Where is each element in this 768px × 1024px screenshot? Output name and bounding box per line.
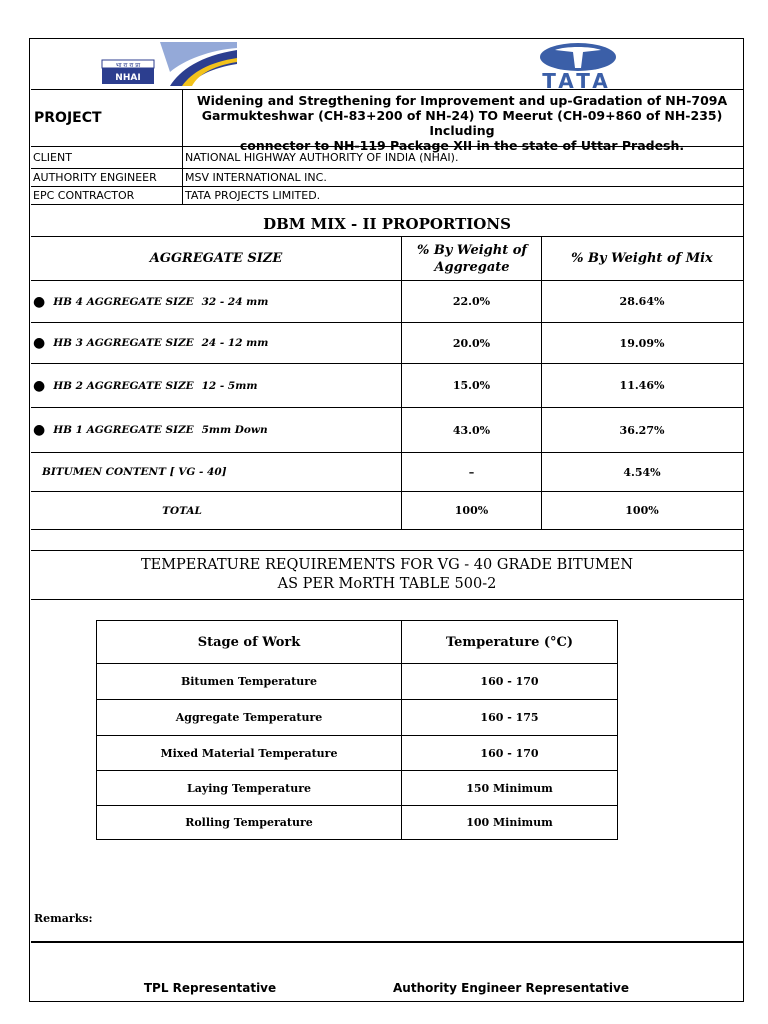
temperature-row-temp: 100 Minimum [466, 816, 553, 829]
mix-row-mix: 19.09% [619, 336, 665, 350]
mix-row-name: HB 1 AGGREGATE SIZE [53, 424, 194, 436]
mix-row-name: HB 4 AGGREGATE SIZE [53, 295, 194, 308]
mix-row-name: HB 2 AGGREGATE SIZE [53, 379, 194, 392]
temperature-row-stage: Aggregate Temperature [175, 711, 323, 724]
bitumen-agg: – [468, 465, 475, 479]
col-weight-aggregate: % By Weight of Aggregate [416, 242, 528, 275]
project-label: PROJECT [34, 110, 102, 126]
svg-text:भा रा रा प्रा: भा रा रा प्रा [115, 62, 141, 69]
mix-row-agg: 20.0% [452, 336, 491, 350]
temperature-row-temp: 160 - 170 [480, 746, 539, 760]
mix-row-hb4 [33, 281, 399, 322]
epc-contractor-label: EPC CONTRACTOR [33, 188, 135, 202]
project-title-line-1: Widening and Stregthening for Improvement and up-Gradation of NH-709A [196, 93, 728, 108]
temperature-table [96, 620, 618, 840]
bitumen-mix: 4.54% [623, 465, 661, 479]
tata-logo [503, 42, 651, 88]
mix-row-mix: 28.64% [619, 295, 665, 308]
nhai-logo [100, 42, 237, 86]
temperature-row-stage: Rolling Temperature [185, 816, 313, 829]
authority-engineer-label: AUTHORITY ENGINEER [33, 170, 157, 184]
col-temperature: Temperature (°C) [445, 634, 574, 650]
client-label: CLIENT [33, 150, 72, 164]
mix-row-size: 12 - 5mm [201, 379, 258, 392]
project-title [184, 93, 740, 153]
mix-row-agg: 43.0% [452, 423, 491, 437]
total-agg: 100% [454, 504, 489, 517]
col-aggregate-size: AGGREGATE SIZE [149, 251, 283, 266]
bullet-icon: ● [33, 377, 46, 394]
project-title-line-3: connector to NH-119 Package XII in the state of Uttar Pradesh. [239, 138, 685, 153]
total-label: TOTAL [162, 504, 202, 517]
mix-row-mix: 36.27% [619, 423, 665, 437]
mix-row-agg: 22.0% [452, 295, 491, 308]
svg-text:TATA: TATA [542, 69, 612, 88]
mix-row-hb3 [33, 323, 399, 363]
svg-text:NHAI: NHAI [115, 73, 141, 83]
mix-row-hb2 [33, 364, 399, 407]
project-title-line-2: Garmukteshwar (CH-83+200 of NH-24) TO Meerut (CH-09+860 of NH-235) Including [201, 108, 723, 138]
temperature-row-stage: Laying Temperature [187, 781, 311, 795]
bullet-icon: ● [33, 335, 46, 351]
temperature-row-stage: Bitumen Temperature [180, 675, 318, 688]
mix-row-name: HB 3 AGGREGATE SIZE [53, 337, 194, 349]
authority-engineer-representative: Authority Engineer Representative [393, 981, 629, 995]
temperature-row-temp: 160 - 175 [480, 711, 539, 724]
col-stage-of-work: Stage of Work [197, 634, 301, 650]
mix-row-size: 32 - 24 mm [201, 295, 269, 308]
bullet-icon: ● [33, 422, 46, 438]
total-mix: 100% [625, 504, 659, 517]
mix-row-hb1 [33, 408, 399, 452]
epc-contractor-value: TATA PROJECTS LIMITED. [185, 188, 321, 202]
temperature-title-line-1: TEMPERATURE REQUIREMENTS FOR VG - 40 GRADE BITUMEN [140, 557, 634, 573]
bitumen-content-label: BITUMEN CONTENT [ VG - 40] [42, 466, 227, 478]
mix-row-mix: 11.46% [619, 379, 665, 392]
mix-title: DBM MIX - II PROPORTIONS [263, 215, 511, 233]
col-weight-mix: % By Weight of Mix [571, 251, 713, 266]
temperature-row-temp: 160 - 170 [480, 675, 539, 688]
temperature-title [31, 556, 743, 596]
temperature-title-line-2: AS PER MoRTH TABLE 500-2 [277, 576, 497, 592]
temperature-row-stage: Mixed Material Temperature [160, 746, 338, 760]
mix-row-size: 5mm Down [201, 424, 268, 436]
temperature-row-temp: 150 Minimum [466, 781, 553, 795]
tpl-representative: TPL Representative [143, 981, 277, 995]
authority-engineer-value: MSV INTERNATIONAL INC. [185, 170, 327, 184]
mix-row-agg: 15.0% [452, 379, 491, 392]
bullet-icon: ● [33, 293, 46, 310]
mix-row-size: 24 - 12 mm [201, 337, 269, 349]
remarks-label: Remarks: [34, 911, 93, 925]
client-value: NATIONAL HIGHWAY AUTHORITY OF INDIA (NHAI). [185, 150, 459, 164]
